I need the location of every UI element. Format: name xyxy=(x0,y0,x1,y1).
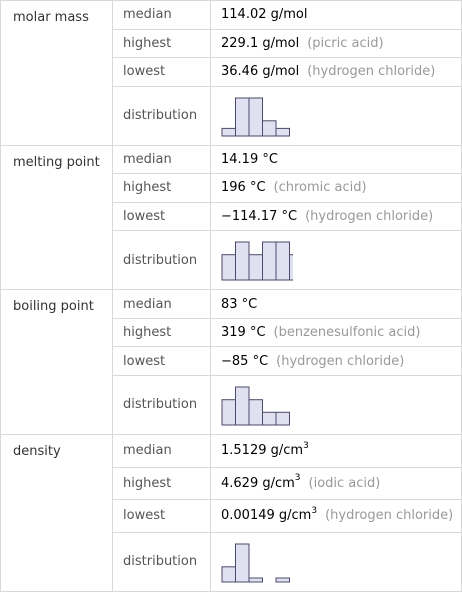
density-highest-value: 4.629 g/cm xyxy=(221,475,295,491)
density-lowest-label: lowest xyxy=(113,500,211,533)
melting-point-histogram xyxy=(221,240,293,282)
boiling-point-histogram-bar xyxy=(276,412,290,425)
melting-point-highest-label: highest xyxy=(113,174,211,203)
boiling-point-histogram-bar xyxy=(222,400,236,425)
boiling-point-lowest-cell xyxy=(211,347,462,376)
density-distribution-cell xyxy=(211,532,462,591)
melting-point-highest-compound: (chromic acid) xyxy=(273,180,367,196)
boiling-point-label: boiling point xyxy=(1,290,113,435)
molar-mass-histogram-bar xyxy=(276,128,290,136)
molar-mass-highest-cell xyxy=(211,29,462,58)
boiling-point-histogram-bar xyxy=(249,400,263,425)
melting-point-highest-value: 196 °C xyxy=(221,180,266,196)
density-median-value: 1.5129 g/cm xyxy=(221,443,304,459)
boiling-point-median-row xyxy=(1,290,462,319)
boiling-point-distribution-cell xyxy=(211,375,462,434)
molar-mass-histogram-bar xyxy=(236,98,250,136)
density-median-unit-exponent: 3 xyxy=(303,440,309,451)
melting-point-distribution-label: distribution xyxy=(113,231,211,290)
molar-mass-median-cell xyxy=(211,1,462,30)
molar-mass-lowest-cell xyxy=(211,58,462,87)
melting-point-histogram-bar xyxy=(290,255,294,280)
molar-mass-lowest-value: 36.46 g/mol xyxy=(221,64,300,80)
melting-point-lowest-label: lowest xyxy=(113,202,211,231)
density-highest-unit-exponent: 3 xyxy=(294,473,301,484)
boiling-point-highest-cell xyxy=(211,318,462,347)
density-highest-compound: (iodic acid) xyxy=(308,475,381,491)
boiling-point-histogram xyxy=(221,385,293,427)
melting-point-median-label: median xyxy=(113,145,211,174)
density-highest-label: highest xyxy=(113,467,211,500)
molar-mass-distribution-cell xyxy=(211,86,462,145)
melting-point-histogram-bar xyxy=(249,255,263,280)
boiling-point-lowest-value: −85 °C xyxy=(221,353,269,369)
density-median-row xyxy=(1,434,462,467)
melting-point-histogram-bar xyxy=(236,242,250,280)
density-lowest-cell xyxy=(211,500,462,533)
molar-mass-lowest-compound: (hydrogen chloride) xyxy=(307,64,436,80)
boiling-point-highest-value: 319 °C xyxy=(221,325,266,341)
density-histogram-bar xyxy=(249,578,263,582)
boiling-point-lowest-compound: (hydrogen chloride) xyxy=(276,353,405,369)
boiling-point-highest-label: highest xyxy=(113,318,211,347)
density-median-label: median xyxy=(113,434,211,467)
melting-point-lowest-cell xyxy=(211,202,462,231)
boiling-point-median-cell xyxy=(211,290,462,319)
molar-mass-histogram-bar xyxy=(249,98,263,136)
molar-mass-median-value: 114.02 g/mol xyxy=(221,7,308,23)
density-label: density xyxy=(1,434,113,591)
density-histogram xyxy=(221,542,293,584)
boiling-point-median-label: median xyxy=(113,290,211,319)
boiling-point-median-value: 83 °C xyxy=(221,296,258,312)
density-median-cell xyxy=(211,434,462,467)
density-histogram-bar xyxy=(276,578,290,582)
molar-mass-histogram-bar xyxy=(222,128,236,136)
molar-mass-distribution-label: distribution xyxy=(113,86,211,145)
molar-mass-median-row xyxy=(1,1,462,30)
density-lowest-value: 0.00149 g/cm xyxy=(221,508,312,524)
boiling-point-lowest-label: lowest xyxy=(113,347,211,376)
molar-mass-highest-value: 229.1 g/mol xyxy=(221,35,300,51)
melting-point-label: melting point xyxy=(1,145,113,290)
molar-mass-label: molar mass xyxy=(1,1,113,146)
melting-point-median-value: 14.19 °C xyxy=(221,151,278,167)
melting-point-lowest-compound: (hydrogen chloride) xyxy=(305,208,434,224)
melting-point-histogram-bar xyxy=(222,255,236,280)
molar-mass-histogram-bar xyxy=(263,120,277,135)
density-highest-cell xyxy=(211,467,462,500)
melting-point-median-cell xyxy=(211,145,462,174)
melting-point-highest-cell xyxy=(211,174,462,203)
melting-point-lowest-value: −114.17 °C xyxy=(221,208,298,224)
density-distribution-label: distribution xyxy=(113,532,211,591)
molar-mass-highest-label: highest xyxy=(113,29,211,58)
melting-point-median-row xyxy=(1,145,462,174)
density-histogram-bar xyxy=(236,544,250,582)
molar-mass-highest-compound: (picric acid) xyxy=(307,35,384,51)
melting-point-distribution-cell xyxy=(211,231,462,290)
boiling-point-histogram-bar xyxy=(236,387,250,425)
boiling-point-distribution-label: distribution xyxy=(113,375,211,434)
boiling-point-highest-compound: (benzenesulfonic acid) xyxy=(273,325,421,341)
melting-point-histogram-bar xyxy=(276,242,290,280)
density-lowest-unit-exponent: 3 xyxy=(311,506,318,517)
density-histogram-bar xyxy=(222,567,236,582)
molar-mass-lowest-label: lowest xyxy=(113,58,211,87)
molar-mass-median-label: median xyxy=(113,1,211,30)
boiling-point-histogram-bar xyxy=(263,412,277,425)
density-lowest-compound: (hydrogen chloride) xyxy=(325,508,454,524)
molar-mass-histogram xyxy=(221,96,293,138)
melting-point-histogram-bar xyxy=(263,242,277,280)
